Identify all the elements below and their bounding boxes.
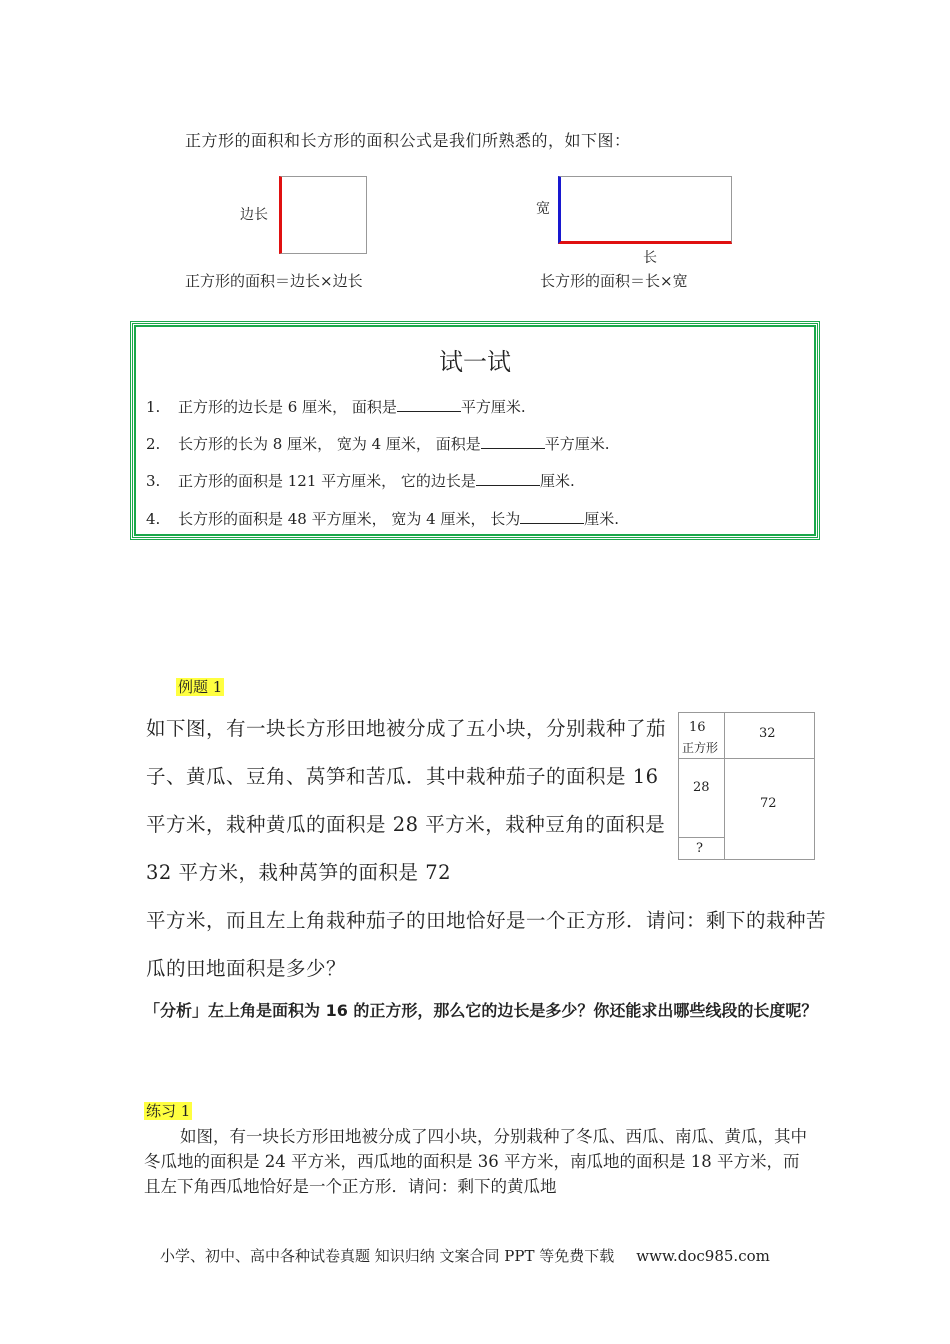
analysis-text: 「分析」左上角是面积为 16 的正方形，那么它的边长是多少？你还能求出哪些线段的长度呢？ <box>144 1001 818 1020</box>
cell-mid-left <box>678 758 725 838</box>
cell-square <box>678 712 725 759</box>
item-unit: 厘米. <box>539 472 575 490</box>
practice-text: 如图，有一块长方形田地被分成了四小块，分别栽种了冬瓜、西瓜、南瓜、黄瓜，其中冬瓜地的面积是 24 平方米，西瓜地的面积是 36 平方米，南瓜地的面积是 18 平方米，而且左下角西瓜地恰好是一个正方形．请问：剩下的黄瓜地 <box>144 1127 807 1196</box>
example-text-cont: 平方米，而且左上角栽种茄子的田地恰好是一个正方形．请问：剩下的栽种苦瓜的田地面积是多少？ <box>146 909 827 980</box>
item-number: 1. <box>146 398 161 416</box>
item-question: 正方形的边长是 6 厘米， 面积是 <box>178 398 397 416</box>
footer <box>160 1245 770 1266</box>
item-number: 4. <box>146 510 161 528</box>
rectangle-width-label: 宽 <box>536 201 550 217</box>
try-item-4 <box>146 508 619 529</box>
cell-square-note: 正方形 <box>682 741 719 755</box>
cell-top-right <box>724 712 815 759</box>
try-item-2 <box>146 433 609 454</box>
item-question: 正方形的面积是 121 平方厘米， 它的边长是 <box>178 472 476 490</box>
example-text: 如下图，有一块长方形田地被分成了五小块，分别栽种了茄子、黄瓜、豆角、莴笋和苦瓜．其中栽种茄子的面积是 16 平方米，栽种黄瓜的面积是 28 平方米，栽种豆角的面积是 32 平方米，栽种莴笋的面积是 72 <box>146 717 667 884</box>
item-question: 长方形的长为 8 厘米， 宽为 4 厘米， 面积是 <box>178 435 481 453</box>
answer-blank[interactable] <box>520 509 584 524</box>
answer-blank[interactable] <box>481 434 545 449</box>
cell-mid-right-value: 72 <box>760 796 777 811</box>
answer-blank[interactable] <box>476 471 540 486</box>
footer-text: 小学、初中、高中各种试卷真题 知识归纳 文案合同 PPT 等免费下载 <box>160 1247 615 1265</box>
example-label: 例题 1 <box>178 678 223 696</box>
practice-label: 练习 1 <box>146 1102 191 1120</box>
square-diagram <box>279 176 367 254</box>
cell-square-value: 16 <box>689 720 706 735</box>
try-title: 试一试 <box>439 348 511 376</box>
field-diagram <box>678 712 815 860</box>
cell-mid-right <box>724 758 815 860</box>
intro-text: 正方形的面积和长方形的面积公式是我们所熟悉的，如下图： <box>185 131 631 150</box>
item-unit: 厘米. <box>584 510 620 528</box>
answer-blank[interactable] <box>397 397 461 412</box>
square-side-label: 边长 <box>240 207 268 223</box>
rectangle-length-label: 长 <box>643 250 657 266</box>
cell-top-right-value: 32 <box>759 726 776 741</box>
footer-url[interactable]: www.doc985.com <box>636 1247 770 1265</box>
try-item-3 <box>146 470 575 491</box>
cell-bottom-left <box>678 837 725 860</box>
item-unit: 平方厘米. <box>544 435 610 453</box>
item-question: 长方形的面积是 48 平方厘米， 宽为 4 厘米， 长为 <box>178 510 521 528</box>
rectangle-diagram <box>558 176 732 244</box>
item-number: 3. <box>146 472 161 490</box>
try-item-1 <box>146 396 526 417</box>
square-formula: 正方形的面积＝边长×边长 <box>185 272 363 290</box>
item-number: 2. <box>146 435 161 453</box>
cell-mid-left-value: 28 <box>693 780 710 795</box>
cell-bottom-left-value: ? <box>696 841 703 856</box>
item-unit: 平方厘米. <box>460 398 526 416</box>
rectangle-formula: 长方形的面积＝长×宽 <box>540 272 688 290</box>
